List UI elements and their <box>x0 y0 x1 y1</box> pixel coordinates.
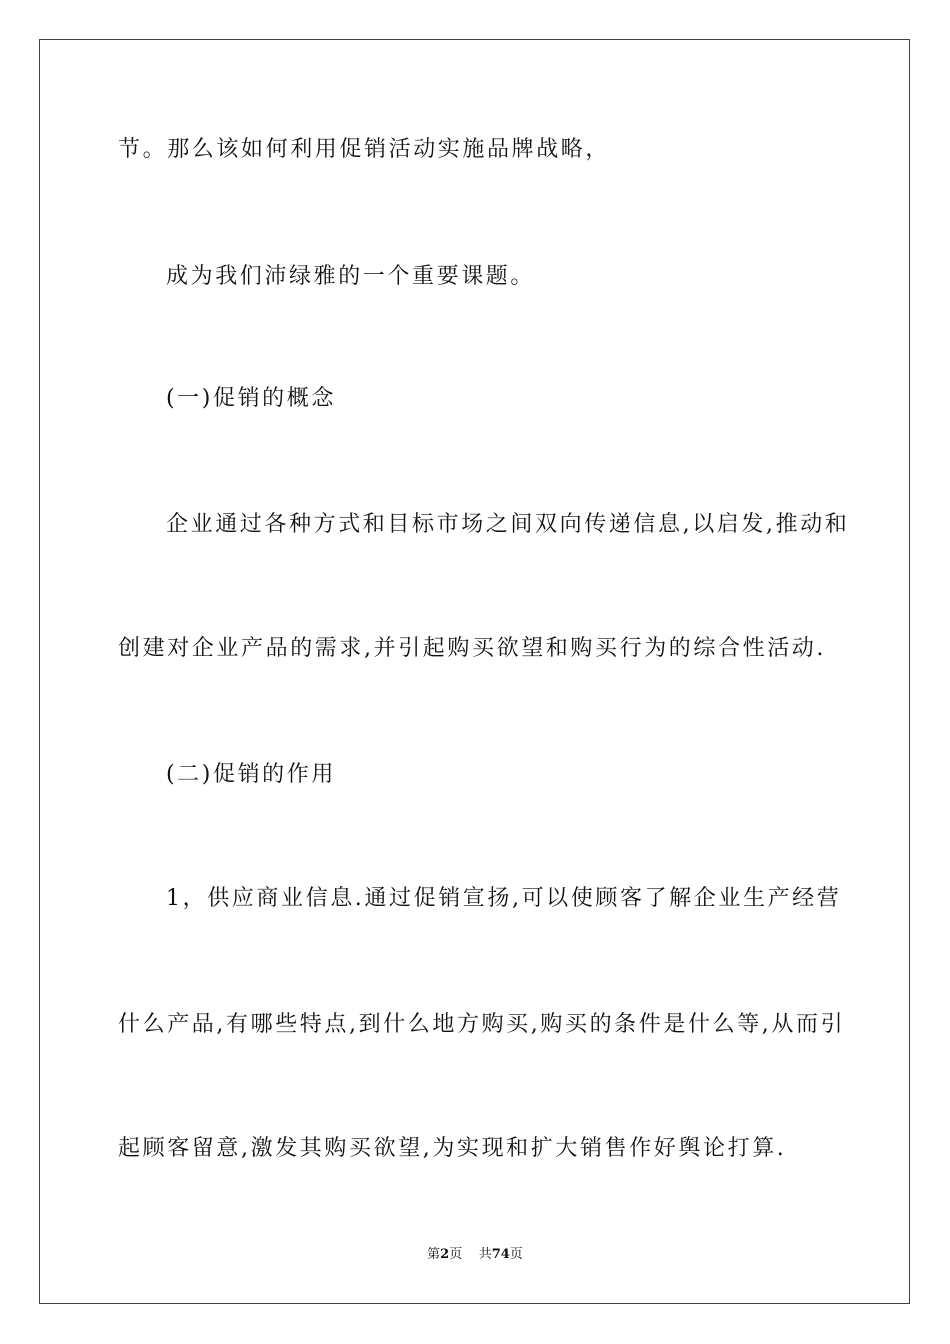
paragraph-line-5: 1，供应商业信息.通过促销宣扬,可以使顾客了解企业生产经营 <box>166 886 842 911</box>
section-heading-concept: (一)促销的概念 <box>166 386 336 411</box>
page-frame <box>39 39 910 1304</box>
paragraph-line-3: 企业通过各种方式和目标市场之间双向传递信息,以启发,推动和 <box>166 512 850 537</box>
page-suffix: 页 <box>449 1247 463 1262</box>
paragraph-line-1: 节。那么该如何利用促销活动实施品牌战略， <box>118 137 611 162</box>
total-prefix: 共 <box>478 1247 492 1262</box>
page-number: 2 <box>440 1247 450 1262</box>
page-prefix: 第 <box>427 1247 441 1262</box>
paragraph-line-6: 什么产品,有哪些特点,到什么地方购买,购买的条件是什么等,从而引 <box>118 1012 846 1037</box>
paragraph-line-7: 起顾客留意,激发其购买欲望,为实现和扩大销售作好舆论打算. <box>118 1136 787 1161</box>
total-suffix: 页 <box>509 1247 523 1262</box>
page-footer <box>0 1246 950 1264</box>
total-pages: 74 <box>491 1247 510 1262</box>
section-heading-function: (二)促销的作用 <box>166 762 336 787</box>
paragraph-line-4: 创建对企业产品的需求,并引起购买欲望和购买行为的综合性活动. <box>118 636 826 661</box>
paragraph-line-2: 成为我们沛绿雅的一个重要课题。 <box>166 264 536 289</box>
